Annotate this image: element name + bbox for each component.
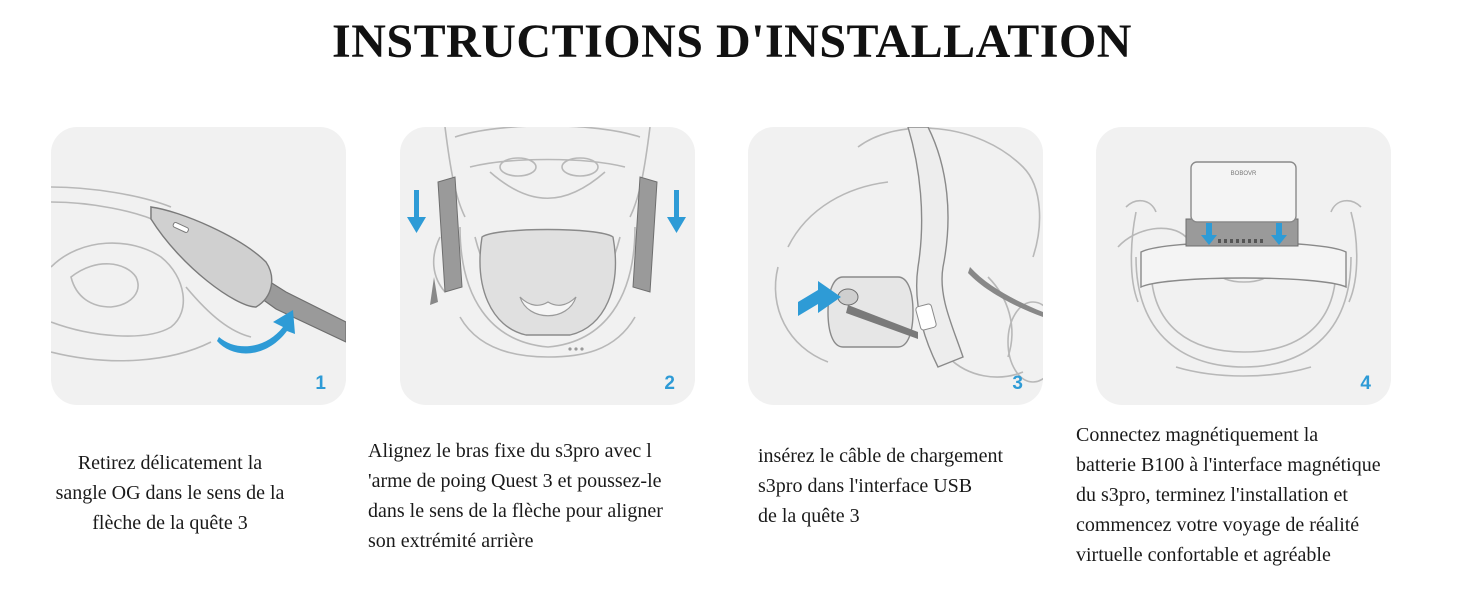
description-line: dans le sens de la flèche pour aligner	[368, 500, 663, 522]
step-3-description	[758, 441, 1058, 531]
description-line: Alignez le bras fixe du s3pro avec l	[368, 440, 652, 462]
description-line: insérez le câble de chargement	[758, 445, 1004, 467]
page-title: INSTRUCTIONS D'INSTALLATION	[332, 15, 1132, 68]
description-line: flèche de la quête 3	[92, 512, 248, 534]
step-number: 4	[1360, 373, 1371, 394]
step-number: 3	[1012, 373, 1023, 394]
step-2-description	[368, 436, 728, 556]
step-4-description	[1076, 420, 1446, 570]
step-1-description	[20, 448, 320, 538]
description-line: commencez votre voyage de réalité	[1076, 514, 1360, 536]
description-line: sangle OG dans le sens de la	[55, 482, 285, 504]
description-line: 'arme de poing Quest 3 et poussez-le	[368, 470, 662, 492]
step-number: 2	[664, 373, 675, 394]
description-line: Connectez magnétiquement la	[1076, 424, 1319, 446]
description-line: virtuelle confortable et agréable	[1076, 544, 1331, 566]
arm-alignment-illustration	[400, 127, 695, 405]
description-line: Retirez délicatement la	[77, 452, 263, 474]
battery-attach-illustration	[1096, 127, 1391, 405]
battery-brand-label: BOBOVR	[1230, 171, 1257, 177]
step-4-card	[1096, 127, 1391, 405]
step-2-card	[400, 127, 695, 405]
step-1-card	[51, 127, 346, 405]
step-number: 1	[315, 373, 326, 394]
description-line: de la quête 3	[758, 505, 860, 527]
description-line: batterie B100 à l'interface magnétique	[1076, 454, 1381, 476]
description-line: du s3pro, terminez l'installation et	[1076, 484, 1348, 506]
cable-insertion-illustration	[748, 127, 1043, 405]
description-line: son extrémité arrière	[368, 530, 534, 552]
description-line: s3pro dans l'interface USB	[758, 475, 973, 497]
step-3-card	[748, 127, 1043, 405]
strap-removal-illustration	[51, 127, 346, 405]
